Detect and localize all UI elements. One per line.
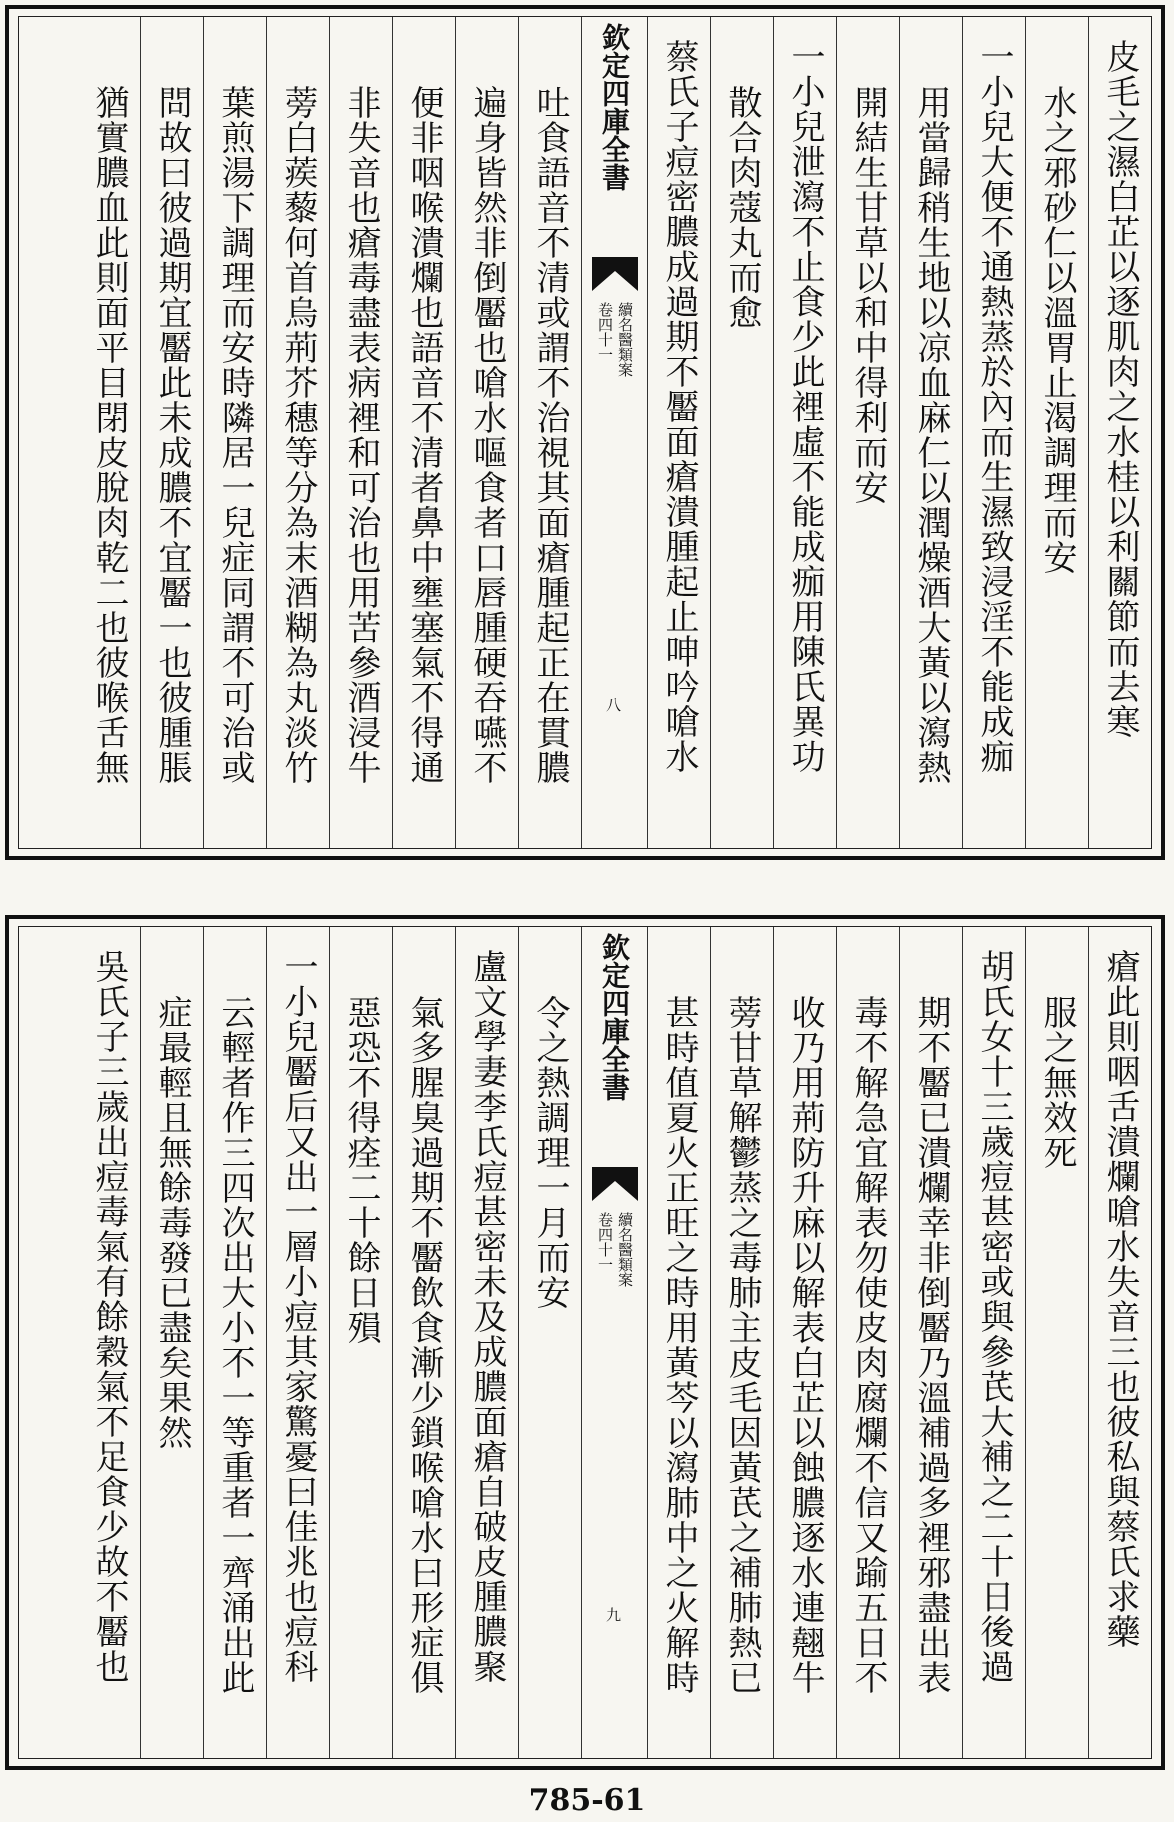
text-column: 胡氏女十三歲痘甚密或與參芪大補之二十日後過 — [962, 927, 1025, 1758]
text-column: 氣多腥臭過期不靨飲食漸少鎖喉嗆水曰形症俱 — [392, 927, 455, 1758]
text-column: 蔡氏子痘密膿成過期不靨面瘡潰腫起止呻吟嗆水 — [647, 17, 710, 848]
text-column: 云輕者作三四次出大小不一等重者一齊涌出此 — [203, 927, 266, 1758]
text-column: 散合肉蔻丸而愈 — [710, 17, 773, 848]
collection-title: 欽定四庫全書 — [598, 23, 631, 191]
text-column: 毒不解急宜解表勿使皮肉腐爛不信又踰五日不 — [836, 927, 899, 1758]
volume-label: 卷四十一 — [596, 302, 614, 362]
text-column: 猶實膿血此則面平目閉皮脫肉乾二也彼喉舌無 — [89, 85, 129, 785]
text-column: 一小兒大便不通熱蒸於內而生濕致浸淫不能成痂 — [962, 17, 1025, 848]
fishtail-mark-icon — [592, 257, 638, 291]
text-column: 甚時值夏火正旺之時用黃芩以瀉肺中之火解時 — [647, 927, 710, 1758]
center-fold-column — [581, 17, 647, 848]
text-column: 症最輕且無餘毒發已盡矣果然 — [140, 927, 203, 1758]
text-column: 便非咽喉潰爛也語音不清者鼻中壅塞氣不得通 — [392, 17, 455, 848]
text-column: 盧文學妻李氏痘甚密未及成膿面瘡自破皮腫膿聚 — [455, 927, 518, 1758]
upper-page — [5, 5, 1165, 860]
text-column: 蒡甘草解鬱蒸之毒肺主皮毛因黃芪之補肺熱已 — [710, 927, 773, 1758]
text-column: 一小兒泄瀉不止食少此裡虛不能成痂用陳氏異功 — [773, 17, 836, 848]
lower-page — [5, 915, 1165, 1770]
lower-page-text-block — [18, 926, 1152, 1759]
text-column: 期不靨已潰爛幸非倒靨乃溫補過多裡邪盡出表 — [899, 927, 962, 1758]
fishtail-mark-icon — [592, 1167, 638, 1201]
volume-label: 卷四十一 — [596, 1212, 614, 1272]
text-column: 葉煎湯下調理而安時隣居一兒症同謂不可治或 — [203, 17, 266, 848]
text-column: 吳氏子三歲出痘毒氣有餘穀氣不足食少故不靨也 — [89, 949, 129, 1684]
text-column: 皮毛之濕白芷以逐肌肉之水桂以利關節而去寒 — [1088, 17, 1151, 848]
page-number: 九 — [604, 1607, 622, 1622]
text-column: 水之邪砂仁以溫胃止渴調理而安 — [1025, 17, 1088, 848]
text-column: 瘡此則咽舌潰爛嗆水失音三也彼私與蔡氏求藥 — [1088, 927, 1151, 1758]
book-title: 續名醫類案 — [616, 1212, 634, 1287]
text-column: 收乃用荊防升麻以解表白芷以蝕膿逐水連翹牛 — [773, 927, 836, 1758]
text-column: 吐食語音不清或謂不治視其面瘡腫起正在貫膿 — [518, 17, 581, 848]
book-title: 續名醫類案 — [616, 302, 634, 377]
page-number: 八 — [604, 697, 622, 712]
center-fold-column — [581, 927, 647, 1758]
text-column: 令之熱調理一月而安 — [518, 927, 581, 1758]
text-column: 問故曰彼過期宜靨此未成膿不宜靨一也彼腫脹 — [140, 17, 203, 848]
text-column: 開結生甘草以和中得利而安 — [836, 17, 899, 848]
text-column: 用當歸稍生地以凉血麻仁以潤燥酒大黃以瀉熱 — [899, 17, 962, 848]
upper-page-text-block — [18, 16, 1152, 849]
scan-page-reference: 785-61 — [528, 1783, 646, 1818]
text-column: 惡恐不得痊二十餘日殞 — [329, 927, 392, 1758]
text-column: 一小兒靨后又出一層小痘其家驚憂曰佳兆也痘科 — [266, 927, 329, 1758]
text-column: 遍身皆然非倒靨也嗆水嘔食者口唇腫硬吞嚥不 — [455, 17, 518, 848]
text-column: 非失音也瘡毒盡表病裡和可治也用苦參酒浸牛 — [329, 17, 392, 848]
text-column: 蒡白蒺藜何首烏荊芥穗等分為末酒糊為丸淡竹 — [266, 17, 329, 848]
text-column: 服之無效死 — [1025, 927, 1088, 1758]
collection-title: 欽定四庫全書 — [598, 933, 631, 1101]
